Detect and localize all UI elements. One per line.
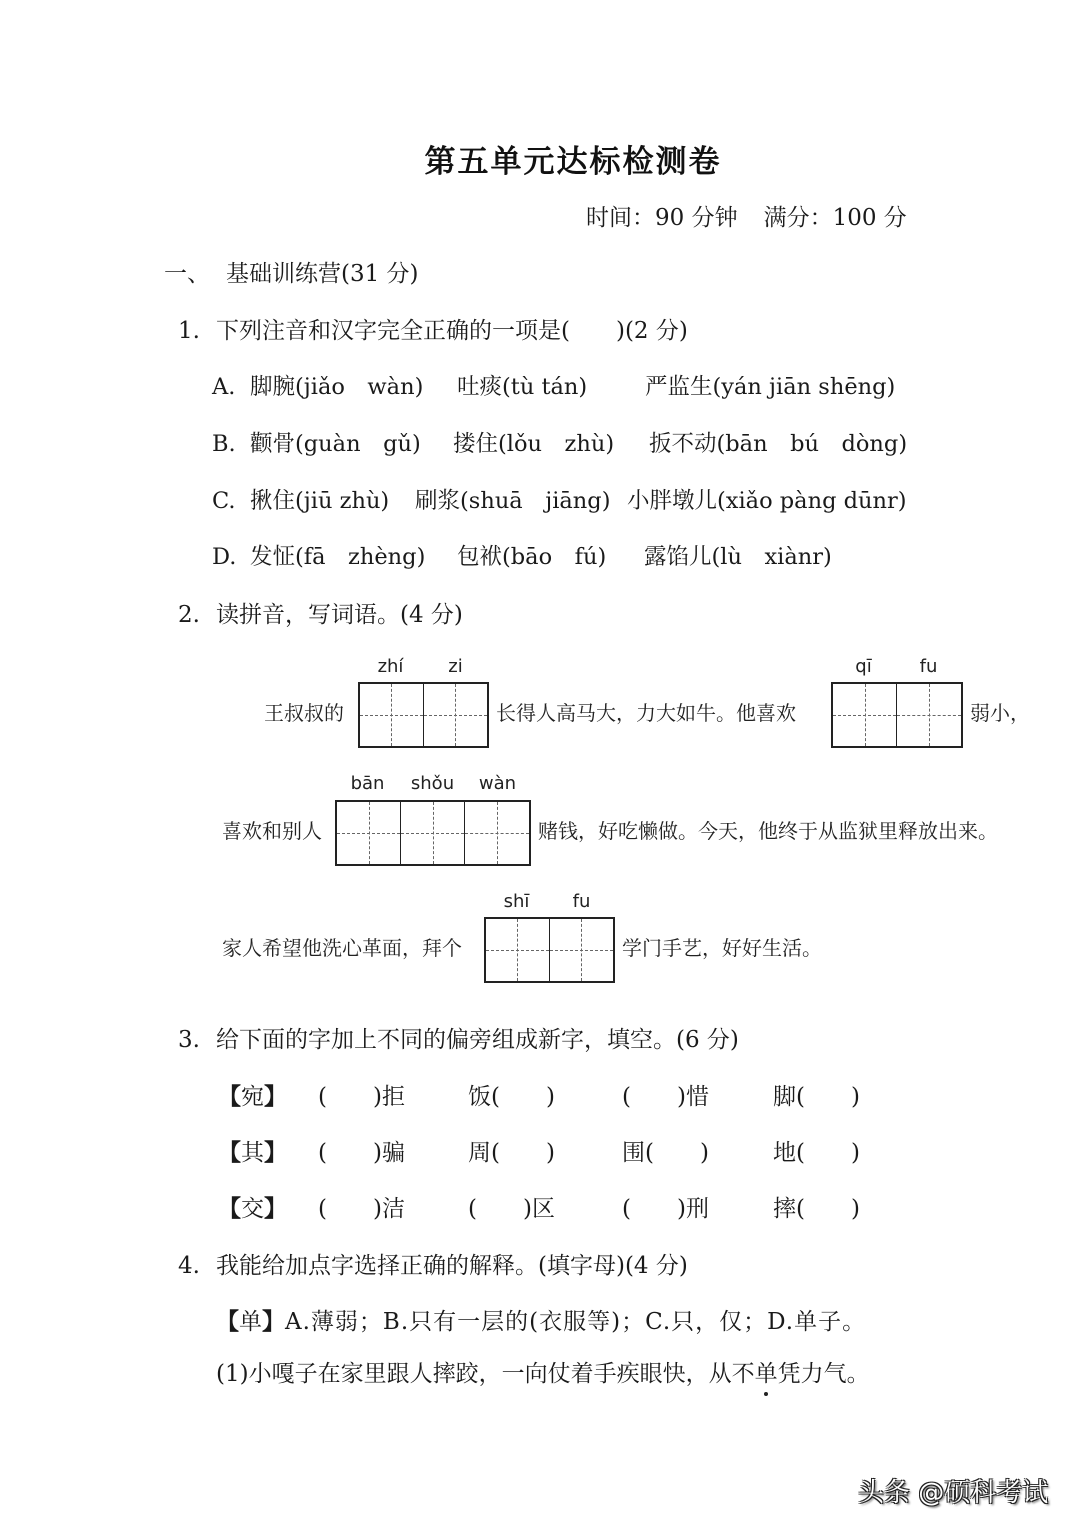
writing-grid[interactable] [484,917,615,983]
question-text: 给下面的字加上不同的偏旁组成新字，填空。(6 分) [216,1027,739,1053]
bracket-close: 】 [264,1083,287,1110]
question-number: 1. [178,318,200,344]
option-item: 小胖墩儿(xiǎo pàng dūnr) [627,488,907,514]
bracket-close: 】 [262,1308,285,1335]
section-number: 一、 [164,261,210,287]
sentence-text: (1)小嘎子在家里跟人摔跤，一向仗着手疾眼快，从不 [216,1361,755,1387]
definition-options: A.薄弱；B.只有一层的(衣服等)；C.只，仅；D.单子。 [285,1309,867,1335]
option-b [212,426,907,458]
question-text: 下列注音和汉字完全正确的一项是( )(2 分) [216,318,688,344]
writing-cell[interactable] [833,684,897,746]
pinyin-label: wàn [478,773,517,794]
pinyin-label: zi [448,656,463,677]
fill-blank[interactable]: 脚( ) [773,1084,860,1110]
root-character [218,1190,287,1223]
dotted-character: 单 [755,1355,778,1388]
fill-blank[interactable]: ( )洁 [318,1196,405,1222]
root-char: 单 [239,1309,262,1335]
option-item: 揪住(jiū zhù) [250,488,390,514]
page-title: 第五单元达标检测卷 [424,144,722,180]
writing-grid[interactable] [358,682,489,748]
question-1 [178,312,688,345]
option-item: 露馅儿(lù xiànr) [644,544,832,570]
option-letter: A. [212,374,236,400]
question-number: 2. [178,602,200,628]
question-text: 我能给加点字选择正确的解释。(填字母)(4 分) [216,1253,688,1279]
bracket-open: 【 [218,1083,241,1110]
full-score: 满分：100 分 [763,205,907,231]
option-item: 脚腕(jiǎo wàn) [250,374,424,400]
question-3 [178,1021,739,1054]
section-heading [164,255,419,288]
bracket-open: 【 [218,1139,241,1166]
fill-blank[interactable]: ( )刑 [622,1196,709,1222]
definition-line [216,1303,866,1336]
option-item: 扳不动(bān bú dòng) [649,431,908,457]
option-item: 颧骨(guàn gǔ) [250,431,421,457]
fill-blank[interactable]: 摔( ) [773,1196,860,1222]
time-limit: 时间：90 分钟 [586,205,738,231]
root-char: 宛 [241,1084,264,1110]
fill-blank[interactable]: 围( ) [622,1140,709,1166]
fill-blank[interactable]: 饭( ) [468,1084,555,1110]
writing-cell[interactable] [360,684,424,746]
writing-cell[interactable] [465,802,529,864]
fill-blank[interactable]: 地( ) [773,1140,860,1166]
option-c [212,483,907,515]
fill-blank[interactable]: ( )拒 [318,1084,405,1110]
fill-blank[interactable]: ( )惜 [622,1084,709,1110]
option-letter: D. [212,544,237,570]
writing-cell[interactable] [486,919,550,981]
fill-blank[interactable]: ( )骗 [318,1140,405,1166]
option-letter: C. [212,488,236,514]
root-char: 交 [241,1196,264,1222]
question-number: 4. [178,1253,200,1279]
pinyin-label: zhí [377,656,404,677]
writing-cell[interactable] [897,684,961,746]
watermark: 头条 @硕科考试 [858,1478,1049,1508]
section-label: 基础训练营(31 分) [226,261,419,287]
exam-meta [586,199,907,232]
bracket-open: 【 [216,1308,239,1335]
writing-grid[interactable] [831,682,963,748]
option-item: 包袱(bāo fú) [457,544,607,570]
question-2 [178,596,463,629]
question-4 [178,1247,688,1280]
sentence-text: 凭力气。 [777,1361,870,1387]
option-item: 吐痰(tù tán) [457,374,588,400]
sentence-text: 赌钱，好吃懒做。今天，他终于从监狱里释放出来。 [538,819,998,843]
writing-cell[interactable] [550,919,613,981]
pinyin-label: qī [855,656,872,677]
option-d [212,539,832,571]
root-char: 其 [241,1140,264,1166]
root-character [218,1078,287,1111]
fill-blank[interactable]: ( )区 [468,1196,555,1222]
sentence-text: 弱小， [970,701,1030,725]
sub-question-1 [216,1355,870,1388]
pinyin-label: fu [572,891,591,912]
writing-cell[interactable] [401,802,465,864]
sentence-text: 学门手艺，好好生活。 [622,936,822,960]
root-character [218,1134,287,1167]
pinyin-label: bān [350,773,385,794]
pinyin-label: shī [503,891,530,912]
sentence-text: 长得人高马大，力大如牛。他喜欢 [496,701,796,725]
bracket-close: 】 [264,1139,287,1166]
sentence-text: 喜欢和别人 [222,819,322,843]
writing-cell[interactable] [424,684,487,746]
sentence-text: 家人希望他洗心革面，拜个 [222,936,462,960]
fill-blank[interactable]: 周( ) [468,1140,555,1166]
option-item: 严监生(yán jiān shēng) [645,374,896,400]
option-item: 搂住(lǒu zhù) [453,431,615,457]
pinyin-label: fu [919,656,938,677]
writing-cell[interactable] [337,802,401,864]
option-letter: B. [212,431,236,457]
pinyin-label: shǒu [410,773,455,794]
option-item: 发怔(fā zhèng) [250,544,426,570]
question-number: 3. [178,1027,200,1053]
bracket-close: 】 [264,1195,287,1222]
option-a [212,369,895,401]
question-text: 读拼音，写词语。(4 分) [216,602,463,628]
writing-grid[interactable] [335,800,531,866]
sentence-text: 王叔叔的 [264,701,344,725]
option-item: 刷浆(shuā jiāng) [415,488,611,514]
bracket-open: 【 [218,1195,241,1222]
